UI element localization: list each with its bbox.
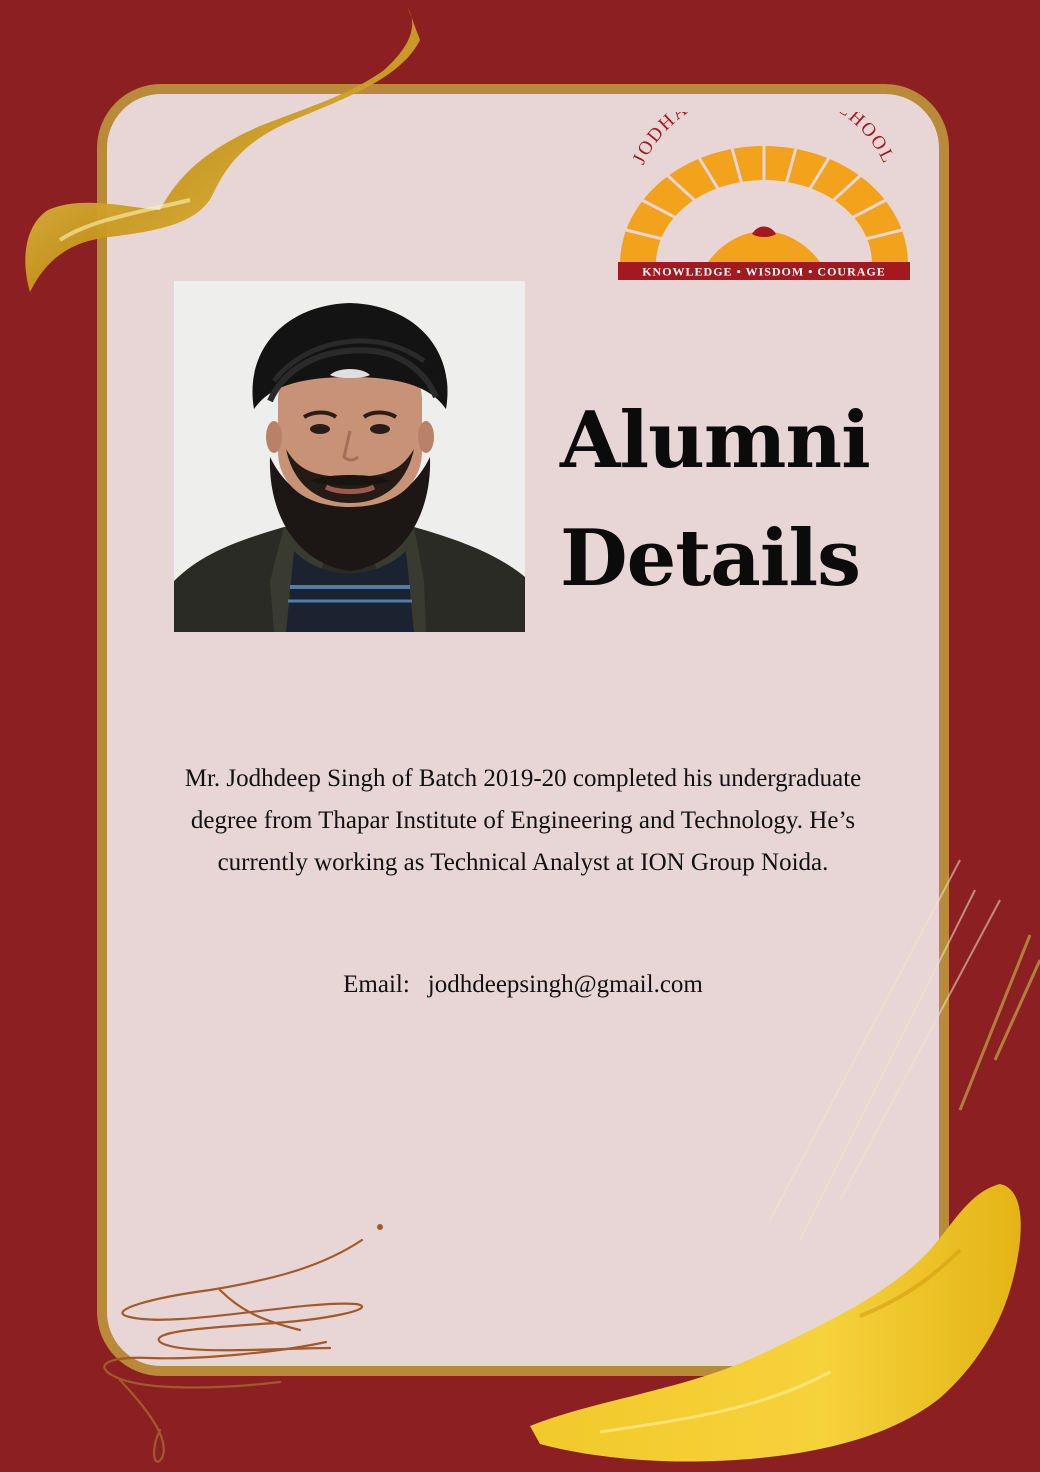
title-line-2: Details [560, 513, 861, 604]
email-address[interactable]: jodhdeepsingh@gmail.com [427, 971, 703, 998]
logo-arc-text: JODH HOOL [628, 112, 900, 168]
school-logo [612, 112, 916, 284]
email-label: Email: [343, 971, 410, 998]
logo-motto: KNOWLEDGE • WISDOM • COURAGE [642, 264, 886, 279]
page-title [560, 382, 920, 618]
alumni-bio: Mr. Jodhdeep Singh of Batch 2019-20 completed his undergraduate degree from Thapar Institute of Engineering and Technology. He’s currently working as Technical Analyst at ION Group Noida. [184, 765, 862, 876]
title-line-1: Alumni [560, 395, 870, 486]
email-line [180, 964, 866, 1006]
school-logo-emblem [612, 112, 916, 284]
portrait-illustration [174, 281, 525, 632]
alumni-photo [174, 281, 525, 632]
